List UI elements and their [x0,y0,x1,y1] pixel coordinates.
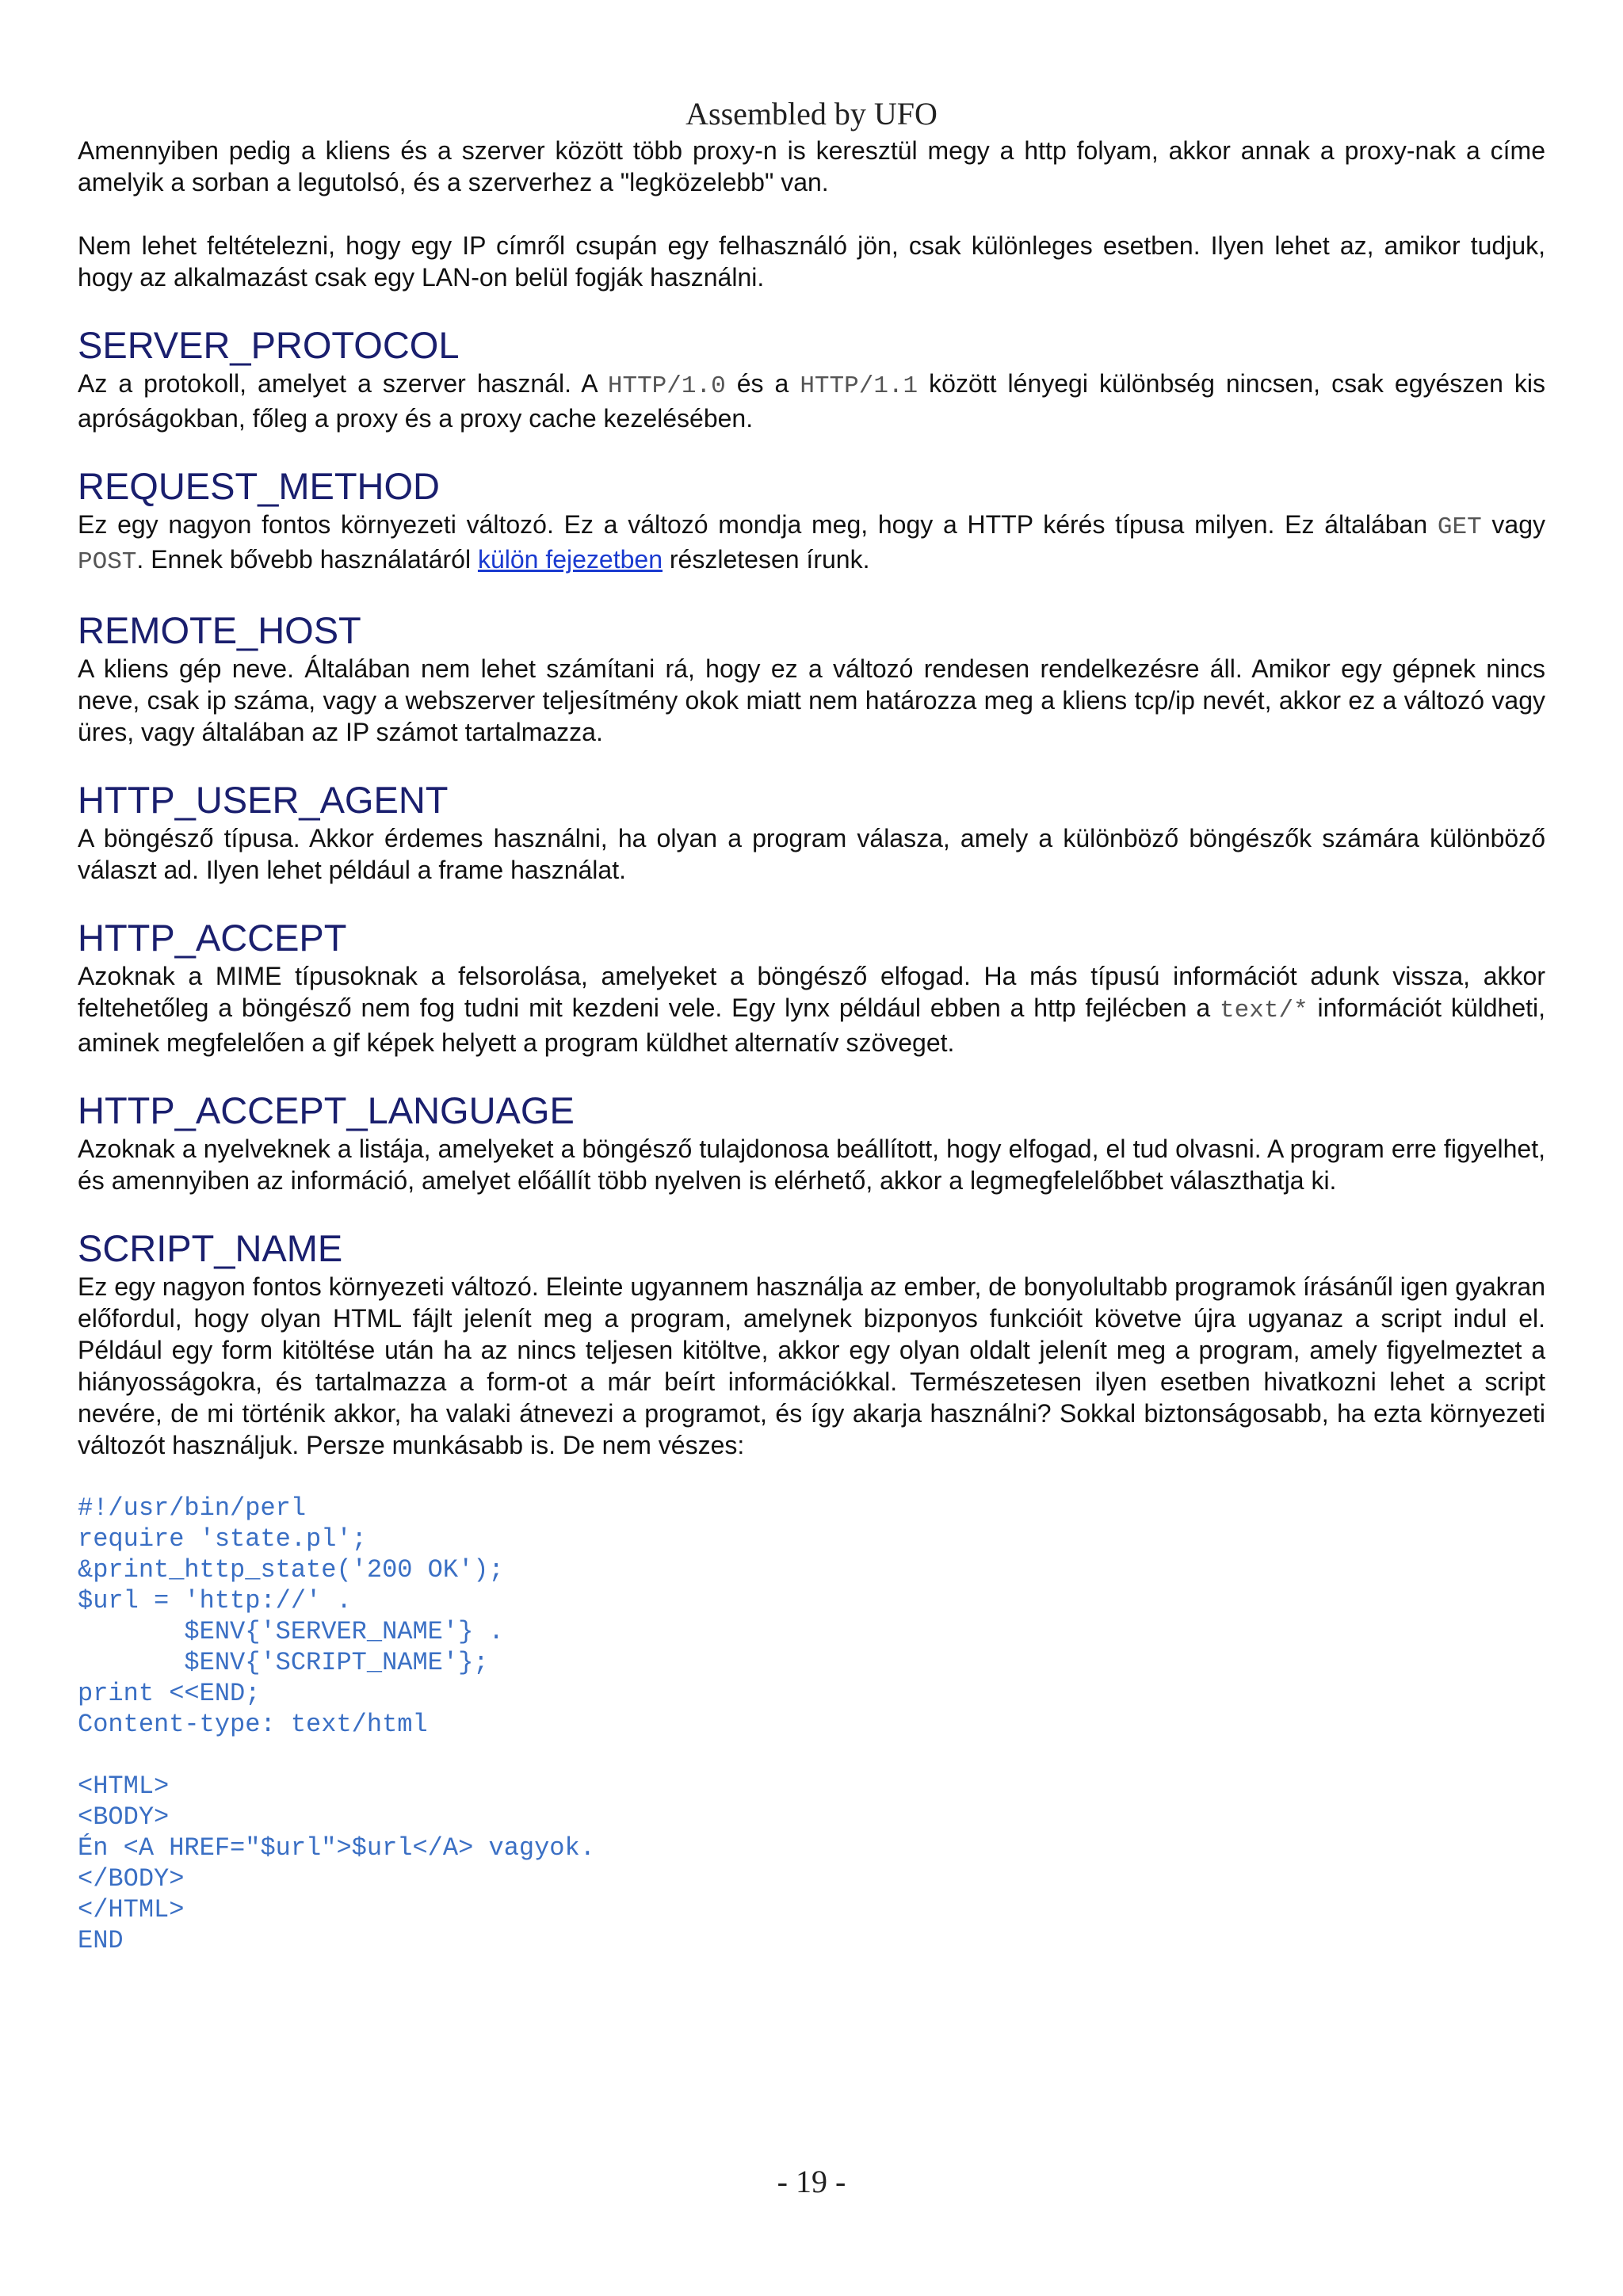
section-http-accept-language [78,1089,1545,1196]
body-text: vagy [1481,510,1546,539]
body-text: Az a protokoll, amelyet a szerver használ. A [78,369,608,398]
intro-paragraph-2: Nem lehet feltételezni, hogy egy IP címről csupán egy felhasználó jön, csak különleges esetben. Ilyen lehet az, amikor tudjuk, hogy az alkalmazást csak egy LAN-on belül fogják használni. [78,231,1545,292]
body-text: és a [725,369,800,398]
section-body [78,509,1545,578]
section-request-method [78,464,1545,578]
section-http-accept [78,916,1545,1058]
inline-code: GET [1437,513,1482,541]
section-body: Ez egy nagyon fontos környezeti változó. Eleinte ugyannem használja az ember, de bonyolultabb programok írásánűl igen gyakran előfordul, hogy olyan HTML fájlt jelenít meg a program, amelynek bizponyos funkcióit követve újra ugyanaz a script indul el. Például egy form kitöltése után ha az nincs teljesen kitöltve, akkor egy olyan oldalt jelenít meg a program, amely figyelmeztet a hiányosságokra, és tartalmazza a form-ot a már beírt információkkal. Természetesen ilyen esetben hivatkozni lehet a script nevére, de mi történik akkor, ha valaki átnevezi a programot, és így akarja használni? Sokkal biztonságosabb, ha ezta környezeti változót használjuk. Persze munkásabb is. De nem vészes: [78,1272,1545,1459]
page-header: Assembled by UFO [685,96,938,132]
body-text: információt küldheti, aminek megfelelően a gif képek helyett a program küldhet alternatív szöveget. [78,994,1546,1057]
inline-code: HTTP/1.1 [800,372,918,400]
section-heading: HTTP_USER_AGENT [78,779,449,821]
section-remote-host [78,608,1545,748]
page-number: - 19 - [777,2164,846,2199]
section-body [78,960,1545,1058]
page-content [78,135,1545,1956]
section-heading: SCRIPT_NAME [78,1227,343,1269]
body-text: Ez egy nagyon fontos környezeti változó. Ez a változó mondja meg, hogy a HTTP kérés típusa milyen. Ez általában [78,510,1438,539]
inline-code: POST [78,548,137,576]
section-heading: REQUEST_METHOD [78,465,440,507]
body-text: Azoknak a MIME típusoknak a felsorolása, amelyeket a böngésző elfogad. Ha más típusú információt adunk vissza, akkor feltehetőleg a böngésző nem fog tudni mit kezdeni vele. Egy lynx például ebben a http fejlécben a [78,962,1545,1022]
body-text: részletesen írunk. [663,545,870,574]
section-http-user-agent [78,778,1545,886]
body-text: között lényegi különbség nincsen, csak egyészen kis apróságokban, főleg a proxy és a proxy cache kezelésében. [78,369,1546,433]
section-body: A kliens gép neve. Általában nem lehet számítani rá, hogy ez a változó rendesen rendelkezésre áll. Amikor egy gépnek nincs neve, csak ip száma, vagy a webszerver teljesítmény okok miatt nem határozza meg a kliens tcp/ip nevét, akkor ez a változó vagy üres, vagy általában az IP számot tartalmazza. [78,654,1545,746]
chapter-link[interactable]: külön fejezetben [477,545,663,574]
section-heading: SERVER_PROTOCOL [78,324,460,366]
inline-code: HTTP/1.0 [607,372,726,400]
inline-code: text/* [1220,997,1308,1024]
section-body: Azoknak a nyelveknek a listája, amelyeket a böngésző tulajdonosa beállított, hogy elfogad, el tud olvasni. A program erre figyelhet, és amennyiben az információ, amelyet előállít több nyelven is elérhető, akkor a legmegfelelőbbet választhatja ki. [78,1135,1545,1195]
intro-paragraph-1: Amennyiben pedig a kliens és a szerver között több proxy-n is keresztül megy a http folyam, akkor annak a proxy-nak a címe amelyik a sorban a legutolsó, és a szerverhez a "legközelebb" van. [78,136,1545,196]
section-heading: REMOTE_HOST [78,609,361,651]
body-text: . Ennek bővebb használatáról [136,545,478,574]
section-body [78,368,1545,434]
section-heading: HTTP_ACCEPT [78,917,347,959]
section-server-protocol [78,323,1545,434]
perl-code-block: #!/usr/bin/perl require 'state.pl'; &print_http_state('200 OK'); $url = 'http://' . $ENV{'SERVER_NAME'} . $ENV{'SCRIPT_NAME'}; print <<END; Content-type: text/html <HTML> <BODY> Én <A HREF="$url">$url</A> vagyok. </BODY> </HTML> END [78,1493,595,1955]
section-heading: HTTP_ACCEPT_LANGUAGE [78,1089,575,1131]
section-script-name [78,1226,1545,1956]
section-body: A böngésző típusa. Akkor érdemes használni, ha olyan a program válasza, amely a különböző böngészők számára különböző választ ad. Ilyen lehet például a frame használat. [78,824,1545,884]
